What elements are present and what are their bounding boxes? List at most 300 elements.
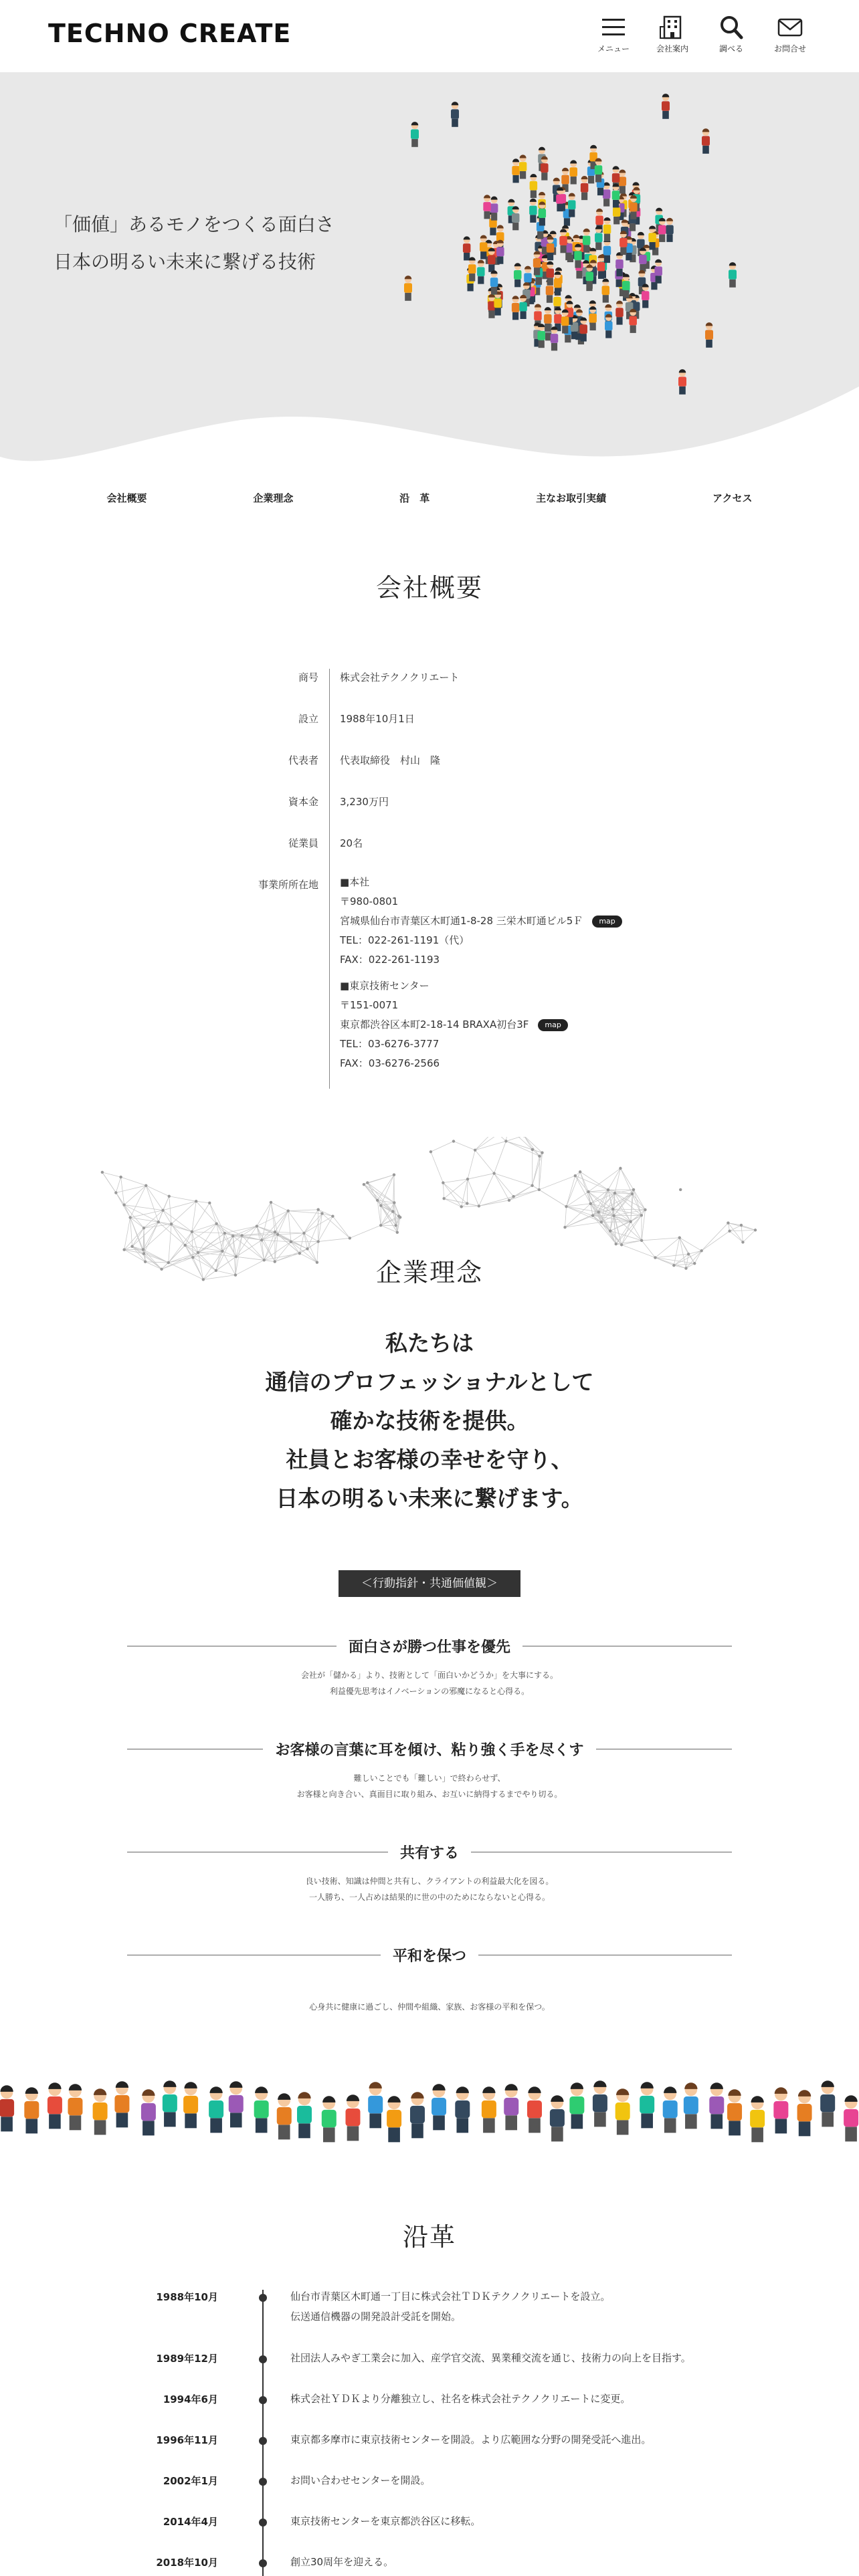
- motto-line: 確かな技術を提供。: [330, 1408, 529, 1434]
- company-row-value: 代表取締役 村山 隆: [340, 754, 441, 766]
- timeline-dot: [259, 2518, 267, 2527]
- search-icon: [718, 15, 745, 40]
- network-node: [640, 1214, 643, 1216]
- person-figure: [530, 174, 538, 198]
- network-edge: [367, 1183, 393, 1212]
- network-edge: [163, 1210, 192, 1232]
- person-figure: [368, 2082, 383, 2128]
- network-node: [130, 1245, 133, 1248]
- menu-icon: [600, 15, 627, 40]
- network-edge: [479, 1200, 509, 1206]
- person-figure: [561, 309, 569, 333]
- network-node: [349, 1237, 351, 1239]
- network-node: [754, 1228, 757, 1231]
- network-edge: [159, 1222, 185, 1245]
- network-node: [274, 1230, 276, 1233]
- motto-line: 社員とお客様の幸せを守り、: [286, 1446, 573, 1473]
- person-figure: [630, 195, 638, 219]
- network-edge: [642, 1238, 680, 1241]
- value-item: [127, 1739, 732, 1802]
- network-edge: [124, 1218, 130, 1250]
- network-edge: [278, 1233, 304, 1235]
- nav-company[interactable]: [652, 15, 693, 54]
- network-edge: [506, 1141, 542, 1152]
- person-figure: [512, 206, 520, 230]
- company-row: [241, 710, 709, 752]
- network-edge: [288, 1211, 291, 1242]
- history-section-title: 沿革: [402, 2222, 456, 2252]
- section-link-access[interactable]: アクセス: [712, 492, 753, 504]
- network-node: [114, 1191, 117, 1194]
- network-graphic: [94, 1137, 763, 1351]
- network-node: [442, 1197, 445, 1200]
- network-edge: [614, 1216, 631, 1222]
- nav-contact-label: お問合せ: [773, 44, 806, 53]
- person-figure: [541, 156, 549, 180]
- network-edge: [431, 1152, 443, 1182]
- person-figure: [648, 225, 656, 249]
- network-edge: [613, 1209, 645, 1210]
- person-figure: [114, 2081, 129, 2127]
- network-edge: [318, 1216, 333, 1242]
- value-title: 面白さが勝つ仕事を優先: [349, 1639, 511, 1656]
- company-row-label: 設立: [298, 713, 318, 725]
- network-node: [512, 1195, 514, 1198]
- company-row-offices: [241, 876, 709, 1080]
- person-figure: [547, 261, 555, 286]
- network-node: [600, 1220, 603, 1223]
- network-edge: [304, 1214, 322, 1233]
- site-header: [0, 0, 859, 72]
- person-figure: [512, 158, 520, 183]
- person-figure: [411, 122, 419, 147]
- network-edge: [163, 1210, 172, 1224]
- network-node: [223, 1232, 226, 1235]
- value-item: [127, 1945, 732, 2015]
- person-figure: [494, 292, 502, 316]
- network-edge: [332, 1216, 349, 1239]
- company-row-label: 従業員: [288, 837, 318, 849]
- crowd-illustration: [401, 86, 749, 420]
- network-node: [128, 1216, 131, 1218]
- timeline-item: [134, 2392, 736, 2433]
- person-figure: [551, 326, 559, 350]
- value-line: 利益優先思考はイノベーションの邪魔になると心得る。: [329, 1687, 530, 1696]
- timeline-date: 1988年10月: [156, 2291, 218, 2303]
- header-nav: [593, 15, 811, 54]
- network-edge: [116, 1186, 146, 1193]
- timeline-dot: [259, 2478, 267, 2486]
- person-figure: [844, 2095, 858, 2141]
- timeline-date: 1994年6月: [163, 2393, 218, 2405]
- network-edge: [601, 1222, 616, 1244]
- office-tokyo: [340, 976, 622, 1073]
- section-link-clients[interactable]: 主なお取引実績: [536, 492, 607, 504]
- network-edge: [475, 1150, 494, 1174]
- person-figure: [559, 229, 567, 253]
- person-figure: [480, 235, 488, 259]
- network-node: [740, 1224, 743, 1226]
- person-figure: [539, 201, 547, 225]
- person-figure: [615, 2088, 630, 2135]
- network-node: [142, 1248, 145, 1251]
- network-edge: [575, 1176, 589, 1192]
- network-edge: [288, 1210, 318, 1211]
- network-edge: [567, 1206, 593, 1215]
- network-edge: [304, 1210, 318, 1233]
- value-text: [127, 1667, 732, 1699]
- network-node: [376, 1199, 379, 1202]
- network-node: [609, 1229, 611, 1232]
- network-edge: [275, 1232, 304, 1233]
- company-row-label: 代表者: [288, 754, 318, 766]
- timeline-line-text: 東京技術センターを東京都渋谷区に移転。: [290, 2515, 481, 2527]
- person-figure: [544, 307, 552, 331]
- nav-contact[interactable]: [769, 15, 811, 54]
- hero-copy: [54, 206, 335, 281]
- timeline-desc: [290, 2470, 430, 2514]
- network-edge: [741, 1225, 743, 1242]
- timeline-item: [134, 2474, 736, 2514]
- network-edge: [192, 1203, 209, 1232]
- timeline-line-text: 社団法人みやぎ工業会に加入、産学官交流、異業種交流を通じ、技術力の向上を目指す。: [290, 2352, 691, 2364]
- network-node: [394, 1224, 397, 1226]
- person-figure: [622, 274, 630, 298]
- network-node: [396, 1231, 399, 1234]
- person-figure: [209, 2086, 223, 2133]
- network-edge: [631, 1215, 642, 1221]
- network-edge: [475, 1137, 508, 1150]
- network-node: [565, 1205, 567, 1208]
- person-figure: [477, 260, 485, 284]
- network-edge: [271, 1202, 288, 1211]
- network-edge: [702, 1231, 730, 1251]
- value-line: 難しいことでも「難しい」で終わらせず、: [353, 1774, 506, 1783]
- person-figure: [432, 2084, 446, 2130]
- network-edge: [575, 1176, 608, 1190]
- company-row: [241, 835, 709, 876]
- network-node: [587, 1190, 589, 1193]
- network-edge: [169, 1196, 171, 1224]
- person-figure: [345, 2095, 360, 2141]
- person-figure: [451, 102, 459, 127]
- network-node: [101, 1171, 104, 1174]
- network-node: [504, 1140, 507, 1142]
- network-node: [379, 1224, 382, 1226]
- person-figure: [387, 2096, 401, 2142]
- office-address-line: [340, 1015, 622, 1035]
- network-edge: [533, 1186, 567, 1206]
- network-node: [317, 1240, 320, 1243]
- network-node: [631, 1192, 634, 1195]
- network-node: [679, 1188, 682, 1191]
- network-edge: [514, 1190, 539, 1196]
- person-figure: [488, 248, 496, 272]
- person-figure: [595, 226, 603, 250]
- network-edge: [116, 1177, 120, 1192]
- network-edge: [196, 1201, 209, 1203]
- network-node: [538, 1188, 541, 1191]
- network-edge: [494, 1141, 506, 1173]
- network-node: [619, 1167, 622, 1170]
- person-figure: [93, 2088, 108, 2135]
- network-edge: [509, 1186, 533, 1200]
- person-figure: [529, 199, 537, 223]
- person-figure: [554, 272, 562, 296]
- network-node: [591, 1214, 594, 1217]
- person-figure: [820, 2080, 835, 2127]
- person-figure: [640, 2082, 654, 2128]
- person-figure: [519, 295, 527, 319]
- person-figure: [583, 229, 591, 253]
- company-row-label: 商号: [298, 671, 318, 683]
- timeline-line-text: お問い合わせセンターを開設。: [290, 2474, 431, 2486]
- network-edge: [608, 1168, 620, 1190]
- network-edge: [479, 1174, 494, 1206]
- network-node: [615, 1243, 617, 1245]
- network-edge: [614, 1194, 632, 1216]
- timeline-desc: [290, 2286, 610, 2351]
- site-logo[interactable]: TECHNO CREATE: [48, 19, 292, 48]
- motto-line: 通信のプロフェッショナルとして: [265, 1369, 594, 1395]
- person-figure: [684, 2082, 698, 2129]
- timeline-dot: [259, 2559, 267, 2567]
- network-node: [466, 1202, 468, 1204]
- network-edge: [288, 1211, 304, 1233]
- person-figure: [619, 231, 628, 255]
- timeline-line-text: 創立30周年を迎える。: [290, 2556, 394, 2568]
- timeline-desc: [290, 2348, 691, 2392]
- building-icon: [659, 15, 686, 40]
- value-line: 心身共に健康に過ごし、仲間や組織、家族、お客様の平和を保つ。: [309, 2002, 550, 2012]
- office-zip: 〒151-0071: [340, 999, 399, 1011]
- timeline-line-text: 東京都多摩市に東京技術センターを開設。より広範囲な分野の開発受託へ進出。: [290, 2434, 652, 2446]
- value-line: 一人勝ち、一人占めは結果的に世の中のためにならないと心得る。: [308, 1893, 550, 1902]
- person-figure: [773, 2087, 788, 2133]
- company-row-value: 20名: [340, 837, 363, 849]
- network-node: [191, 1230, 193, 1233]
- person-figure: [797, 2090, 812, 2136]
- map-button[interactable]: map: [592, 916, 622, 928]
- nav-company-label: 会社案内: [656, 44, 688, 53]
- person-figure: [297, 2092, 312, 2138]
- section-link-company[interactable]: 会社概要: [106, 492, 147, 504]
- network-node: [442, 1181, 444, 1184]
- timeline-dot: [259, 2294, 267, 2302]
- network-node: [611, 1208, 614, 1210]
- action-guidelines-button[interactable]: ＜行動指針・共通価値観＞: [339, 1570, 520, 1597]
- person-figure: [0, 2085, 14, 2131]
- network-node: [195, 1200, 197, 1202]
- people-illustration: [0, 2073, 859, 2153]
- person-figure: [750, 2096, 765, 2142]
- network-node: [574, 1174, 577, 1177]
- network-edge: [209, 1203, 225, 1233]
- network-node: [170, 1222, 173, 1225]
- network-node: [290, 1241, 292, 1243]
- person-figure: [666, 218, 674, 242]
- person-figure: [254, 2086, 269, 2133]
- network-node: [741, 1241, 744, 1243]
- network-node: [241, 1234, 244, 1237]
- network-edge: [468, 1179, 479, 1206]
- network-edge: [589, 1190, 608, 1192]
- network-node: [460, 1205, 462, 1208]
- offices: [340, 873, 622, 1080]
- network-node: [579, 1170, 581, 1173]
- value-text: [127, 1999, 732, 2015]
- person-figure: [663, 2086, 678, 2133]
- person-figure: [527, 2086, 542, 2133]
- network-node: [563, 1226, 566, 1228]
- timeline-dot: [259, 2437, 267, 2445]
- person-figure: [568, 193, 576, 217]
- network-edge: [121, 1177, 147, 1186]
- company-row: [241, 793, 709, 835]
- company-row-value: 株式会社テクノクリエート: [340, 671, 460, 683]
- network-node: [302, 1232, 305, 1235]
- network-edge: [209, 1203, 216, 1224]
- network-edge: [565, 1206, 567, 1227]
- nav-search[interactable]: [710, 15, 752, 54]
- timeline-item: [134, 2555, 736, 2576]
- philosophy-section-title: 企業理念: [375, 1258, 483, 1287]
- network-edge: [468, 1150, 475, 1179]
- network-node: [538, 1155, 541, 1158]
- person-figure: [550, 2095, 565, 2141]
- network-node: [122, 1203, 125, 1206]
- person-figure: [709, 2082, 724, 2129]
- person-figure: [602, 278, 610, 302]
- network-edge: [304, 1233, 307, 1249]
- network-node: [466, 1178, 469, 1180]
- person-figure: [629, 309, 637, 333]
- network-edge: [169, 1196, 196, 1202]
- network-node: [168, 1195, 171, 1198]
- network-edge: [730, 1231, 743, 1243]
- hero-line-1: 「価値」あるモノをつくる面白さ: [54, 213, 335, 235]
- network-node: [256, 1224, 258, 1227]
- timeline-desc: [290, 2430, 651, 2474]
- person-figure: [581, 176, 589, 200]
- person-figure: [141, 2089, 156, 2135]
- network-edge: [192, 1232, 225, 1233]
- network-node: [331, 1214, 334, 1217]
- office-zip: 〒980-0801: [340, 895, 399, 907]
- person-figure: [490, 270, 498, 294]
- network-node: [122, 1249, 125, 1251]
- timeline-line-text: 仙台市青葉区木町通一丁目に株式会社ＴＤＫテクノクリエートを設立。: [290, 2290, 611, 2302]
- person-figure: [603, 217, 611, 241]
- person-figure: [569, 2082, 584, 2129]
- person-figure: [533, 251, 541, 275]
- network-edge: [130, 1186, 147, 1218]
- value-item: [127, 1636, 732, 1699]
- person-figure: [277, 2093, 292, 2139]
- network-node: [391, 1210, 394, 1212]
- person-figure: [455, 2086, 470, 2133]
- network-edge: [506, 1141, 539, 1156]
- person-figure: [537, 324, 545, 348]
- network-node: [492, 1172, 495, 1174]
- network-node: [119, 1176, 122, 1178]
- person-figure: [163, 2080, 177, 2127]
- network-node: [276, 1233, 279, 1236]
- person-figure: [183, 2082, 198, 2128]
- network-edge: [163, 1196, 169, 1210]
- timeline-item: [134, 2433, 736, 2474]
- person-figure: [47, 2082, 62, 2129]
- value-heading-row: [127, 1842, 732, 1862]
- network-edge: [318, 1238, 350, 1241]
- value-line: 良い技術、知識は仲間と共有し、クライアントの利益最大化を図る。: [305, 1876, 554, 1886]
- person-figure: [593, 2080, 607, 2127]
- network-edge: [367, 1183, 394, 1203]
- network-edge: [589, 1192, 615, 1193]
- person-figure: [605, 314, 613, 338]
- office-fax: FAX：022-261-1193: [340, 954, 440, 966]
- timeline-desc: [290, 2389, 630, 2433]
- network-edge: [620, 1168, 632, 1194]
- network-node: [612, 1214, 615, 1217]
- network-edge: [494, 1137, 506, 1141]
- network-edge: [124, 1186, 147, 1205]
- network-node: [183, 1244, 186, 1247]
- network-edge: [620, 1168, 634, 1190]
- company-table: [241, 669, 709, 1080]
- nav-menu[interactable]: [593, 15, 634, 54]
- person-figure: [229, 2081, 244, 2127]
- section-nav: [54, 486, 805, 510]
- network-edge: [730, 1225, 741, 1231]
- section-link-philosophy[interactable]: 企業理念: [253, 492, 294, 504]
- person-figure: [662, 94, 670, 119]
- map-button[interactable]: map: [538, 1019, 567, 1031]
- network-edge: [431, 1142, 454, 1152]
- timeline-line-text: 株式会社ＹＤＫより分離独立し、社名を株式会社テクノクリエートに変更。: [290, 2393, 631, 2405]
- network-edge: [262, 1202, 271, 1240]
- mail-icon: [777, 15, 803, 40]
- network-edge: [192, 1224, 217, 1232]
- person-figure: [24, 2087, 39, 2133]
- office-name: ■東京技術センター: [340, 980, 430, 992]
- network-edge: [494, 1174, 514, 1197]
- network-node: [363, 1183, 365, 1186]
- person-figure: [468, 257, 476, 281]
- network-node: [397, 1214, 400, 1217]
- person-figure: [705, 322, 713, 348]
- timeline-date: 1989年12月: [156, 2353, 218, 2365]
- person-figure: [404, 276, 412, 301]
- network-node: [478, 1204, 480, 1207]
- timeline-date: 2018年10月: [156, 2557, 218, 2569]
- network-node: [430, 1150, 432, 1153]
- person-figure: [519, 154, 527, 179]
- timeline-date: 2014年4月: [163, 2516, 218, 2528]
- section-link-history[interactable]: 沿 革: [399, 492, 430, 504]
- timeline-item: [134, 2290, 736, 2351]
- network-edge: [443, 1183, 467, 1204]
- network-edge: [262, 1240, 291, 1241]
- timeline-date: 1996年11月: [156, 2434, 218, 2446]
- office-name: ■本社: [340, 876, 370, 888]
- person-figure: [322, 2096, 337, 2142]
- network-node: [393, 1174, 395, 1176]
- network-edge: [350, 1225, 381, 1238]
- company-row: [241, 669, 709, 710]
- person-figure: [512, 296, 520, 320]
- person-figure: [547, 236, 555, 260]
